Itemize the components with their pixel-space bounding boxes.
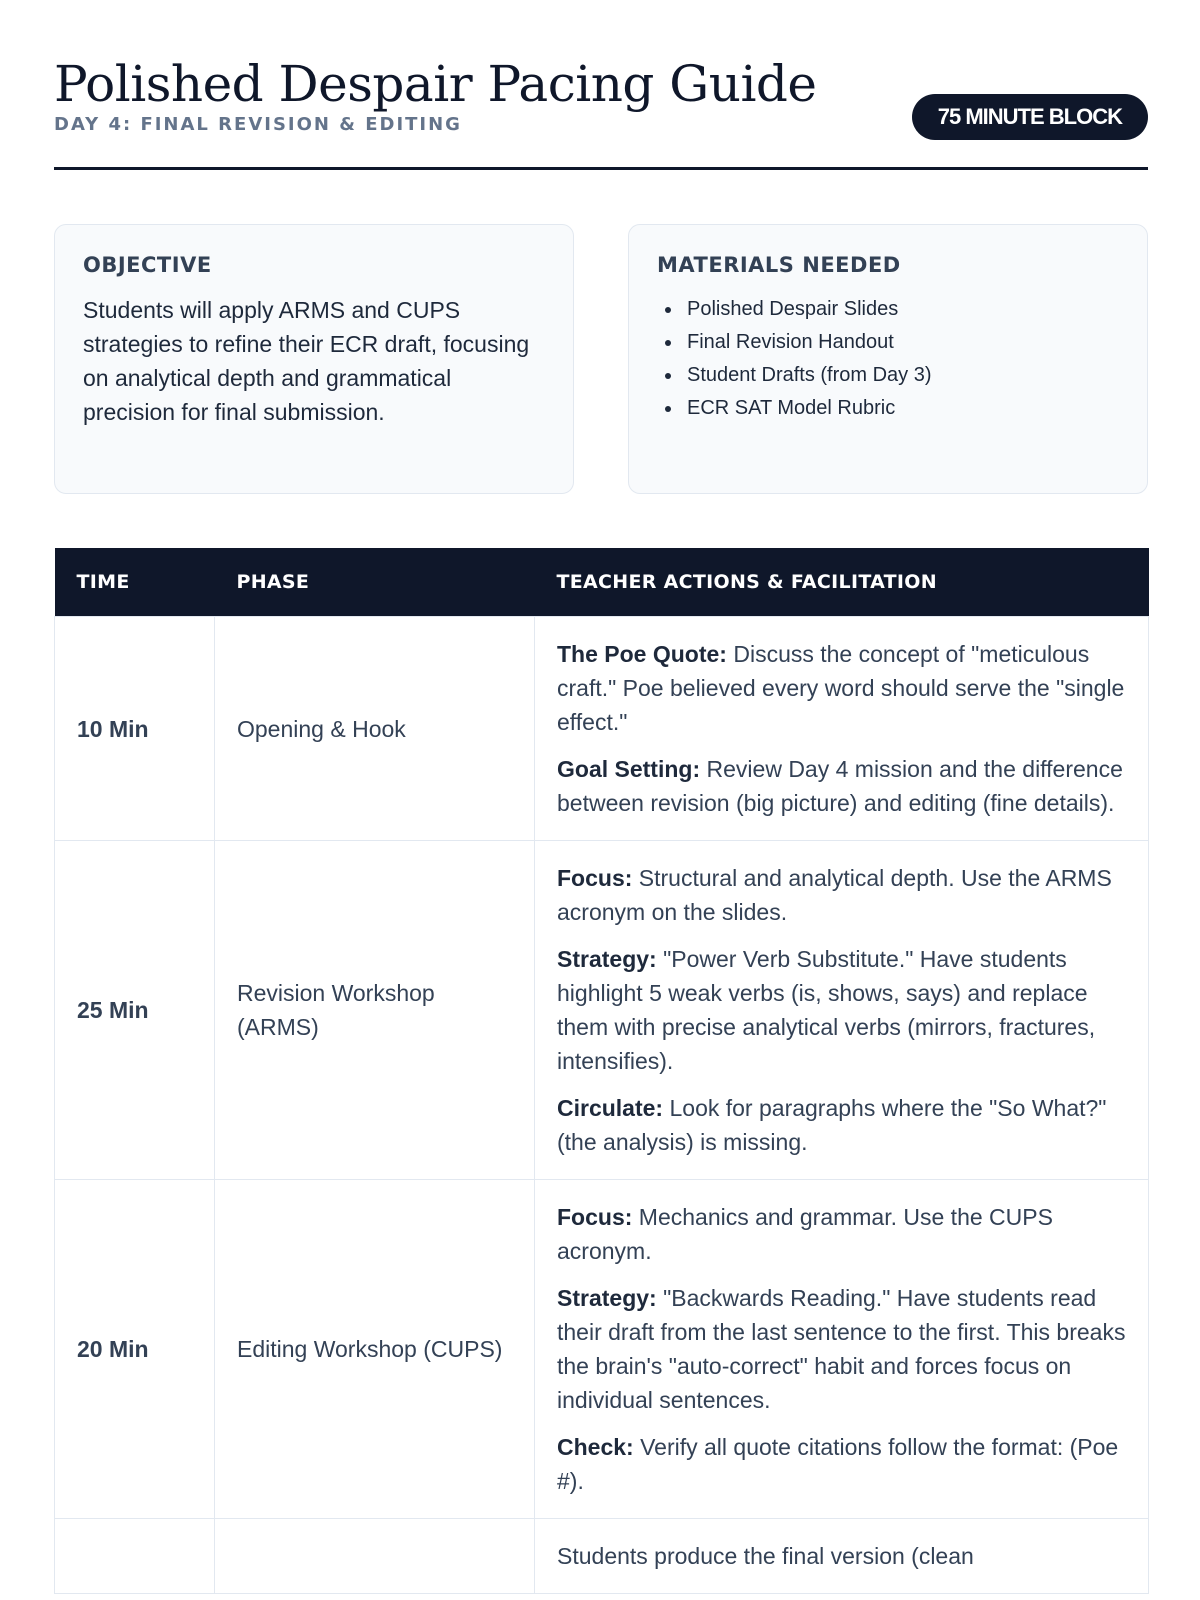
block-length-badge: 75 MINUTE BLOCK (912, 94, 1148, 140)
column-header-actions: TEACHER ACTIONS & FACILITATION (535, 548, 1149, 617)
time-cell: 25 Min (55, 841, 215, 1180)
action-label: Strategy: (557, 1285, 657, 1311)
objective-text: Students will apply ARMS and CUPS strategies to refine their ECR draft, focusing on analytical depth and grammatical precision for final submission. (83, 297, 530, 425)
action-label: Strategy: (557, 946, 657, 972)
pacing-table (54, 548, 1149, 1594)
action-item (557, 1430, 1126, 1498)
action-label: Focus: (557, 1204, 633, 1230)
action-item (557, 1091, 1126, 1159)
action-text: "Power Verb Substitute." Have students highlight 5 weak verbs (is, shows, says) and replace them with precise analytical verbs (mirrors, fractures, intensifies). (557, 946, 1096, 1074)
materials-item: • ECR SAT Model Rubric (683, 392, 1119, 425)
action-item (557, 861, 1126, 929)
action-item (557, 942, 1126, 1078)
action-label: Focus: (557, 865, 633, 891)
action-item (557, 752, 1126, 820)
table-header-row (55, 548, 1149, 617)
actions-cell (535, 617, 1149, 841)
action-text: Mechanics and grammar. Use the CUPS acronym. (557, 1204, 1053, 1264)
page-subtitle: DAY 4: FINAL REVISION & EDITING (54, 114, 462, 135)
table-row (55, 841, 1149, 1180)
column-header-time: TIME (55, 548, 215, 617)
page-title: Polished Despair Pacing Guide (54, 55, 817, 113)
action-text: Discuss the concept of "meticulous craft." Poe believed every word should serve the "single effect." (557, 641, 1125, 735)
actions-cell (535, 841, 1149, 1180)
table-row (55, 1519, 1149, 1594)
materials-item: • Final Revision Handout (683, 326, 1119, 359)
column-header-phase: PHASE (215, 548, 535, 617)
materials-card (628, 224, 1148, 494)
header (54, 52, 1148, 170)
action-text: Review Day 4 mission and the difference between revision (big picture) and editing (fine details). (557, 756, 1123, 816)
action-text: "Backwards Reading." Have students read their draft from the last sentence to the first. This breaks the brain's "auto-correct" habit and forces focus on individual sentences. (557, 1285, 1126, 1413)
objective-heading: OBJECTIVE (83, 253, 212, 277)
phase-cell (215, 1519, 535, 1594)
phase-cell: Opening & Hook (215, 617, 535, 841)
time-cell: 20 Min (55, 1180, 215, 1519)
action-text: Look for paragraphs where the "So What?" (the analysis) is missing. (557, 1095, 1107, 1155)
action-label: Check: (557, 1434, 634, 1460)
materials-item: • Polished Despair Slides (683, 293, 1119, 326)
action-item (557, 637, 1126, 739)
action-item (557, 1281, 1126, 1417)
action-label: Goal Setting: (557, 756, 701, 782)
table-row (55, 1180, 1149, 1519)
action-text: Students produce the final version (clean (557, 1543, 974, 1569)
time-cell (55, 1519, 215, 1594)
table-row (55, 617, 1149, 841)
action-text: Verify all quote citations follow the format: (Poe #). (557, 1434, 1119, 1494)
time-cell: 10 Min (55, 617, 215, 841)
objective-card (54, 224, 574, 494)
actions-cell (535, 1519, 1149, 1594)
actions-cell (535, 1180, 1149, 1519)
action-label: Circulate: (557, 1095, 664, 1121)
action-item (557, 1539, 1126, 1573)
phase-cell: Editing Workshop (CUPS) (215, 1180, 535, 1519)
phase-cell: Revision Workshop (ARMS) (215, 841, 535, 1180)
action-label: The Poe Quote: (557, 641, 727, 667)
action-text: Structural and analytical depth. Use the ARMS acronym on the slides. (557, 865, 1112, 925)
materials-list (657, 293, 1119, 425)
action-item (557, 1200, 1126, 1268)
materials-item: • Student Drafts (from Day 3) (683, 359, 1119, 392)
materials-heading: MATERIALS NEEDED (657, 253, 901, 277)
